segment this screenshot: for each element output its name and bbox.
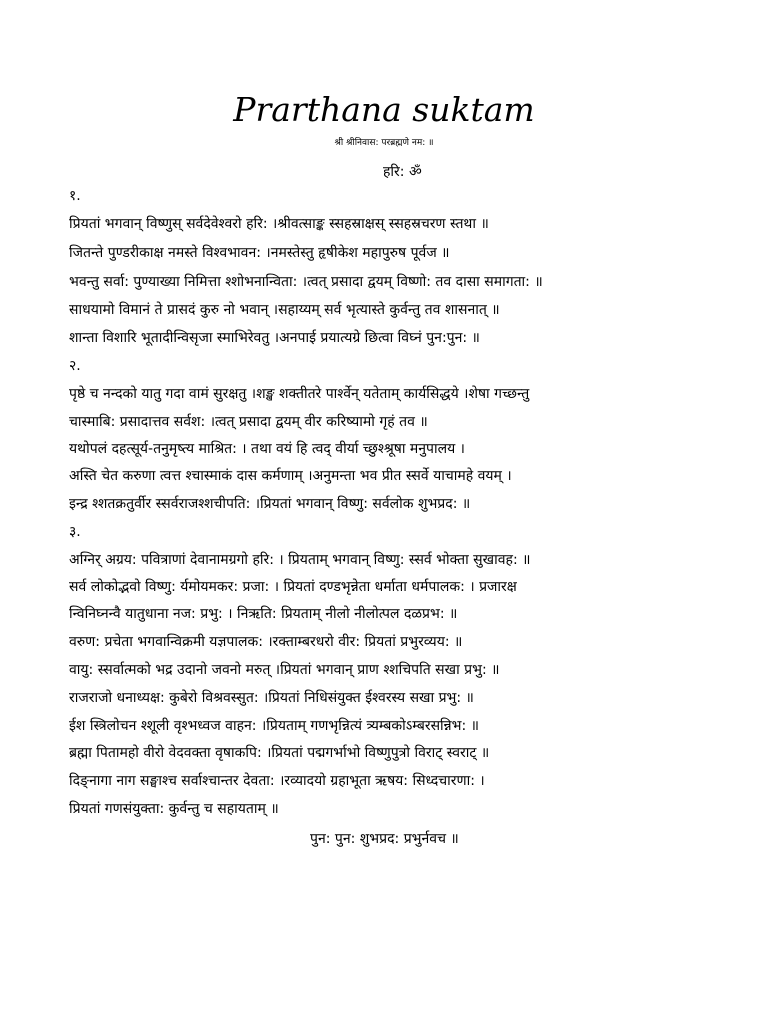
section-number: ३.	[69, 524, 81, 540]
verse-line: राजराजो धनाध्यक्ष: कुबेरो विश्रवस्सुत: ।प्रियतां निधिसंयुक्त ईश्वरस्य सखा प्रभु: ॥	[69, 690, 474, 706]
verse-line: इन्द्र श्शतक्रतुर्वीर स्सर्वराजश्शचीपति: ।प्रियतां भगवान् विष्णु: सर्वलोक शुभप्रद: ॥	[69, 496, 471, 512]
verse-line: पृष्ठे च नन्दको यातु गदा वामं सुरक्षतु ।शङ्ख शक्तीतरे पार्श्वेन् यतेताम् कार्यसिद्धये ।शेषा गच्छन्तु	[69, 386, 530, 402]
verse-line: वायु: स्सर्वात्मको भद्र उदानो जवनो मरुत् ।प्रियतां भगवान् प्राण श्शचिपति सखा प्रभु: ॥	[69, 662, 500, 678]
verse-line: यथोपलं दहत्सूर्य-तनुमृष्त्य माश्रित: । तथा वयं हि त्वद् वीर्या च्छुश्श्रूषा मनुपालय ।	[69, 441, 465, 457]
verse-line: जितन्ते पुण्डरीकाक्ष नमस्ते विश्वभावन: ।नमस्तेस्तु हृषीकेश महापुरुष पूर्वज ॥	[69, 245, 450, 261]
verse-line: प्रियतां भगवान् विष्णुस् सर्वदेवेश्वरो हरि: ।श्रीवत्साङ्क स्सहस्राक्षस् स्सहस्रचरण स्तथा ॥	[69, 216, 489, 232]
verse-line: चास्माबि: प्रसादात्तव सर्वश: ।त्वत् प्रसादा द्वयम् वीर करिष्यामो गृहं तव ॥	[69, 414, 428, 430]
verse-line: ईश स्त्रिलोचन श्शूली वृश्भध्वज वाहन: ।प्रियताम् गणभृन्नित्यं त्र्यम्बकोऽम्बरसन्निभ: ॥	[69, 718, 480, 734]
subtitle: श्री श्रीनिवास: परब्रह्मणे नम: ॥	[334, 138, 434, 148]
verse-line: अग्निर् अग्रय: पवित्राणां देवानामग्रगो हरि: । प्रियताम् भगवान् विष्णु: स्सर्व भोक्ता सुखावह: ॥	[69, 552, 531, 568]
verse-line: शान्ता विशारि भूतादीन्विसृजा स्माभिरेवतु ।अनपाई प्रयात्यग्रे छित्वा विघ्नं पुन:पुन: ॥	[69, 330, 480, 346]
verse-line: ब्रह्मा पितामहो वीरो वेदवक्ता वृषाकपि: ।प्रियतां पद्मगर्भाभो विष्णुपुत्रो विराट् स्वराट् ॥	[69, 745, 490, 761]
page-title: Prarthana suktam	[233, 90, 535, 129]
verse-line: दिङ्नागा नाग सङ्घाश्च सर्वाश्चान्तर देवता: ।रव्यादयो ग्रहाभूता ऋषय: सिध्दचारणा: ।	[69, 773, 485, 789]
invocation: हरि: ॐ	[383, 164, 422, 180]
verse-line: सर्व लोकोद्भवो विष्णु: र्यमोयमकर: प्रजा: । प्रियतां दण्डभृन्नेता धर्माता धर्मपालक: । प्रजारक्ष	[69, 579, 517, 595]
verse-line: साधयामो विमानं ते प्रासदं कुरु नो भवान् ।सहाय्यम् सर्व भृत्यास्ते कुर्वन्तु तव शासनात् ॥	[69, 302, 500, 318]
section-number: १.	[69, 188, 81, 204]
verse-line: न्विनिघ्नन्वै यातुधाना नज: प्रभु: । निऋति: प्रियताम् नीलो नीलोत्पल दळप्रभ: ॥	[69, 606, 458, 622]
verse-line: भवन्तु सर्वा: पुण्याख्या निमित्ता श्शोभनान्विता: ।त्वत् प्रसादा द्वयम् विष्णो: तव दासा समागता: ॥	[69, 274, 543, 290]
verse-line: अस्ति चेत करुणा त्वत्त श्चास्माकं दास कर्मणाम् ।अनुमन्ता भव प्रीत स्सर्वे याचामहे वयम् ।	[69, 468, 512, 484]
verse-line: वरुण: प्रचेता भगवान्विक्रमी यज्ञपालक: ।रक्ताम्बरधरो वीर: प्रियतां प्रभुरव्यय: ॥	[69, 634, 463, 650]
verse-line: प्रियतां गणसंयुक्ता: कुर्वन्तु च सहायताम् ॥	[69, 801, 279, 817]
section-number: २.	[69, 358, 81, 374]
closing-line: पुन: पुन: शुभप्रद: प्रभुर्नवच ॥	[310, 831, 459, 847]
